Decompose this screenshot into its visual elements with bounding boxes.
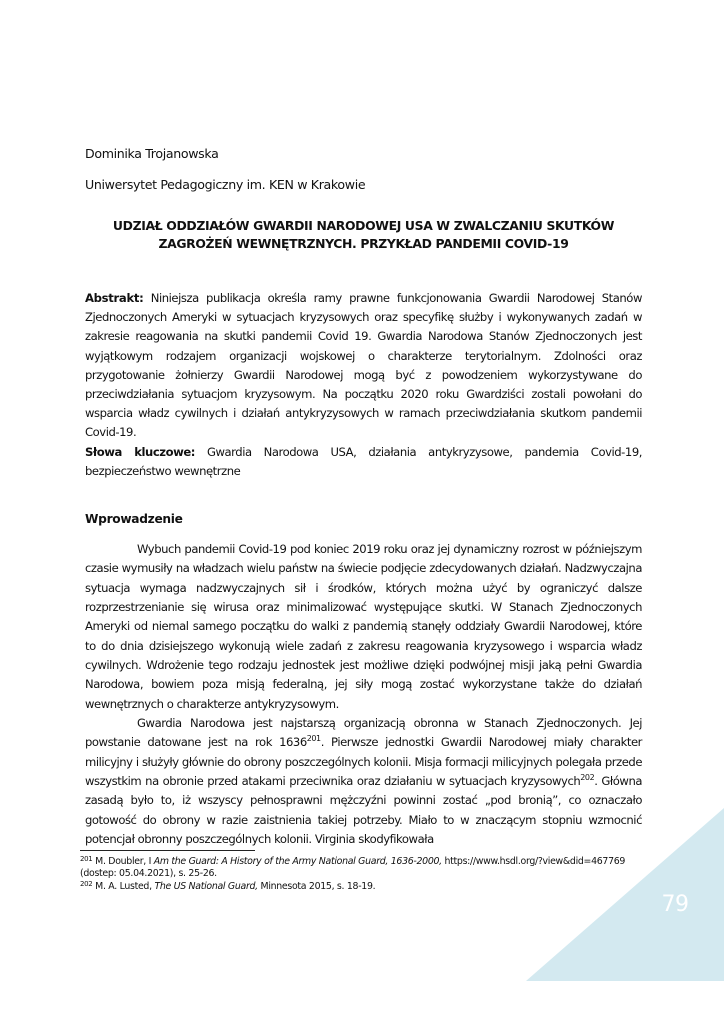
abstract bbox=[85, 289, 642, 443]
footnote-number: 201 bbox=[80, 855, 93, 863]
footnote-text: M. A. Lusted, bbox=[92, 880, 155, 892]
footnote-ref-202[interactable]: 202 bbox=[580, 773, 595, 783]
section-heading: Wprowadzenie bbox=[85, 512, 183, 526]
footnote-ref-201[interactable]: 201 bbox=[306, 734, 321, 744]
footnote-201 bbox=[80, 856, 640, 881]
keywords-text: Gwardia Narodowa USA, działania antykryzysowe, pandemia Covid-19, bezpieczeństwo wewnętrzne bbox=[85, 445, 642, 479]
paragraph-2-text-c: . Główna zasadą było to, iż wszyscy pełnosprawni mężczyźni powinni zostać „pod bronią”, co oznaczało gotowość do obrony w razie zaistnienia takiej potrzeby. Miało to w znaczącym stopniu wzmocnić potencjał obronny poszczególnych kolonii. Virginia skodyfikowała bbox=[85, 774, 642, 847]
abstract-text: Niniejsza publikacja określa ramy prawne funkcjonowania Gwardii Narodowej Stanów Zjednoczonych Ameryki w sytuacjach kryzysowych oraz specyfikę służby i wykonywanych zadań w zakresie reagowania na skutki pandemii Covid 19. Gwardia Narodowa Stanów Zjednoczonych jest wyjątkowym rodzajem organizacji wojskowej o charakterze terytorialnym. Zdolności oraz przygotowanie żołnierzy Gwardii Narodowej mogą być z powodzeniem wykorzystywane do przeciwdziałania sytuacjom kryzysowym. Na początku 2020 roku Gwardziści zostali powołani do wsparcia władz cywilnych i działań antykryzysowych w ramach przeciwdziałania skutkom pandemii Covid-19. bbox=[85, 291, 642, 440]
author-name: Dominika Trojanowska bbox=[85, 146, 219, 161]
keywords bbox=[85, 443, 642, 481]
footnote-number: 202 bbox=[80, 879, 93, 888]
author-affiliation: Uniwersytet Pedagogiczny im. KEN w Krakowie bbox=[85, 177, 366, 192]
paragraph-2-text-b: . Pierwsze jednostki Gwardii Narodowej miały charakter milicyjny i służyły głównie do obrony poszczególnych kolonii. Misja formacji milicyjnych polegała przede wszystkim na obronie przed atakami przeciwnika oraz działaniu w sytuacjach kryzysowych bbox=[85, 735, 642, 789]
footnote-source[interactable]: https://www.hsdl.org/?view&did=467769 (dostep: 05.04.2021), s. 25-26. bbox=[80, 856, 626, 880]
footnote-title: Am the Guard: A History of the Army National Guard, 1636-2000, bbox=[153, 856, 442, 867]
page-number: 79 bbox=[661, 892, 689, 917]
footnote-title: The US National Guard, bbox=[154, 880, 258, 892]
abstract-label: Abstrakt: bbox=[85, 291, 144, 305]
section-body bbox=[85, 540, 642, 850]
footnotes bbox=[80, 856, 640, 893]
paragraph-1: Wybuch pandemii Covid-19 pod koniec 2019 roku oraz jej dynamiczny rozrost w późniejszym czasie wymusiły na władzach wielu państw na świecie podjęcie zdecydowanych działań. Nadzwyczajna sytuacja wymaga nadzwyczajnych sił i środków, których można użyć by ograniczyć dalsze rozprzestrzenianie się wirusa oraz minimalizować występujące skutki. W Stanach Zjednoczonych Ameryki od niemal samego początku do walki z pandemią stanęły oddziały Gwardii Narodowej, które to do dnia dzisiejszego wykonują wiele zadań z zakresu reagowania kryzysowego i wsparcia władz cywilnych. Wdrożenie tego rodzaju jednostek jest możliwe dzięki podwójnej misji jaką pełni Gwardia Narodowa, bowiem poza misją federalną, jej siły mogą zostać wykorzystane także do działań wewnętrznych o charakterze antykryzysowym. bbox=[85, 542, 642, 711]
footnote-source: Minnesota 2015, s. 18-19. bbox=[257, 880, 376, 892]
footnote-text: M. Doubler, I bbox=[92, 856, 154, 867]
keywords-label: Słowa kluczowe: bbox=[85, 445, 195, 459]
footnote-separator bbox=[80, 850, 255, 851]
footnote-202 bbox=[80, 881, 640, 893]
paragraph-2-text-a: Gwardia Narodowa jest najstarszą organizacją obronna w Stanach Zjednoczonych. Jej powstanie datowane jest na rok 1636 bbox=[85, 716, 642, 750]
title-line-1: UDZIAŁ ODDZIAŁÓW GWARDII NARODOWEJ USA W ZWALCZANIU SKUTKÓW bbox=[112, 218, 615, 233]
paragraph-2 bbox=[85, 714, 642, 849]
article-title bbox=[85, 217, 642, 253]
title-line-2: ZAGROŻEŃ WEWNĘTRZNYCH. PRZYKŁAD PANDEMII COVID-19 bbox=[158, 236, 569, 251]
